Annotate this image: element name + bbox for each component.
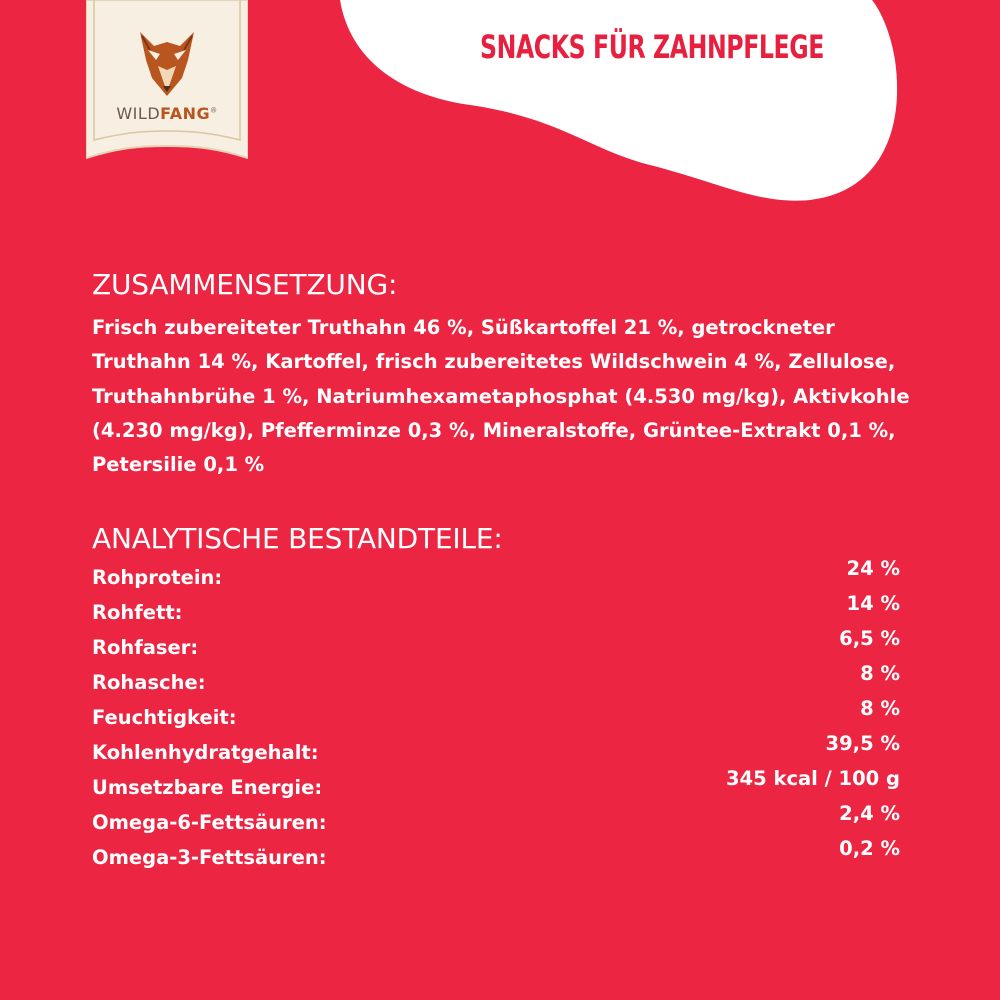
analytics-row	[92, 767, 900, 802]
analytics-label: Rohfett:	[92, 601, 183, 624]
page-heading: SNACKS FÜR ZAHNPFLEGE	[480, 28, 824, 66]
brand-word-wild: WILD	[116, 104, 161, 123]
analytics-row	[92, 662, 900, 697]
analytics-value: 345 kcal / 100 g	[725, 767, 900, 790]
analytics-label: Omega-3-Fettsäuren:	[92, 846, 327, 869]
analytics-value: 8 %	[860, 662, 900, 685]
brand-wordmark	[86, 104, 248, 123]
analytics-label: Umsetzbare Energie:	[92, 776, 323, 799]
analytics-row	[92, 802, 900, 837]
analytics-label: Rohasche:	[92, 671, 206, 694]
composition-text: Frisch zubereiteter Truthahn 46 %, Süßkartoffel 21 %, getrockneter Truthahn 14 %, Kartoffel, frisch zubereitetes Wildschwein 4 %, Zellulose, Truthahnbrühe 1 %, Natriumhexametaphosphat (4.530 mg/kg), Aktivkohle (4.230 mg/kg), Pfefferminze 0,3 %, Mineralstoffe, Grüntee-Extrakt 0,1 %, Petersilie 0,1 %	[92, 316, 910, 477]
analytics-row	[92, 592, 900, 627]
analytics-value: 39,5 %	[825, 732, 900, 755]
analytics-value: 2,4 %	[839, 802, 900, 825]
analytics-label: Feuchtigkeit:	[92, 706, 237, 729]
analytics-value: 14 %	[846, 592, 900, 615]
analytics-row	[92, 557, 900, 592]
analytics-title: ANALYTISCHE BESTANDTEILE:	[92, 522, 503, 555]
analytics-value: 6,5 %	[839, 627, 900, 650]
analytics-value: 0,2 %	[839, 837, 900, 860]
brand-logo	[86, 0, 248, 170]
analytics-table	[92, 557, 900, 872]
analytics-row	[92, 837, 900, 872]
analytics-value: 24 %	[846, 557, 900, 580]
analytics-label: Omega-6-Fettsäuren:	[92, 811, 327, 834]
analytics-label: Kohlenhydratgehalt:	[92, 741, 319, 764]
analytics-label: Rohfaser:	[92, 636, 199, 659]
analytics-value: 8 %	[860, 697, 900, 720]
registered-mark: ®	[210, 106, 218, 115]
wolf-head-icon	[86, 0, 248, 110]
analytics-row	[92, 627, 900, 662]
brand-word-fang: FANG	[160, 104, 211, 123]
analytics-label: Rohprotein:	[92, 566, 223, 589]
analytics-row	[92, 697, 900, 732]
analytics-row	[92, 732, 900, 767]
composition-title: ZUSAMMENSETZUNG:	[92, 268, 398, 301]
